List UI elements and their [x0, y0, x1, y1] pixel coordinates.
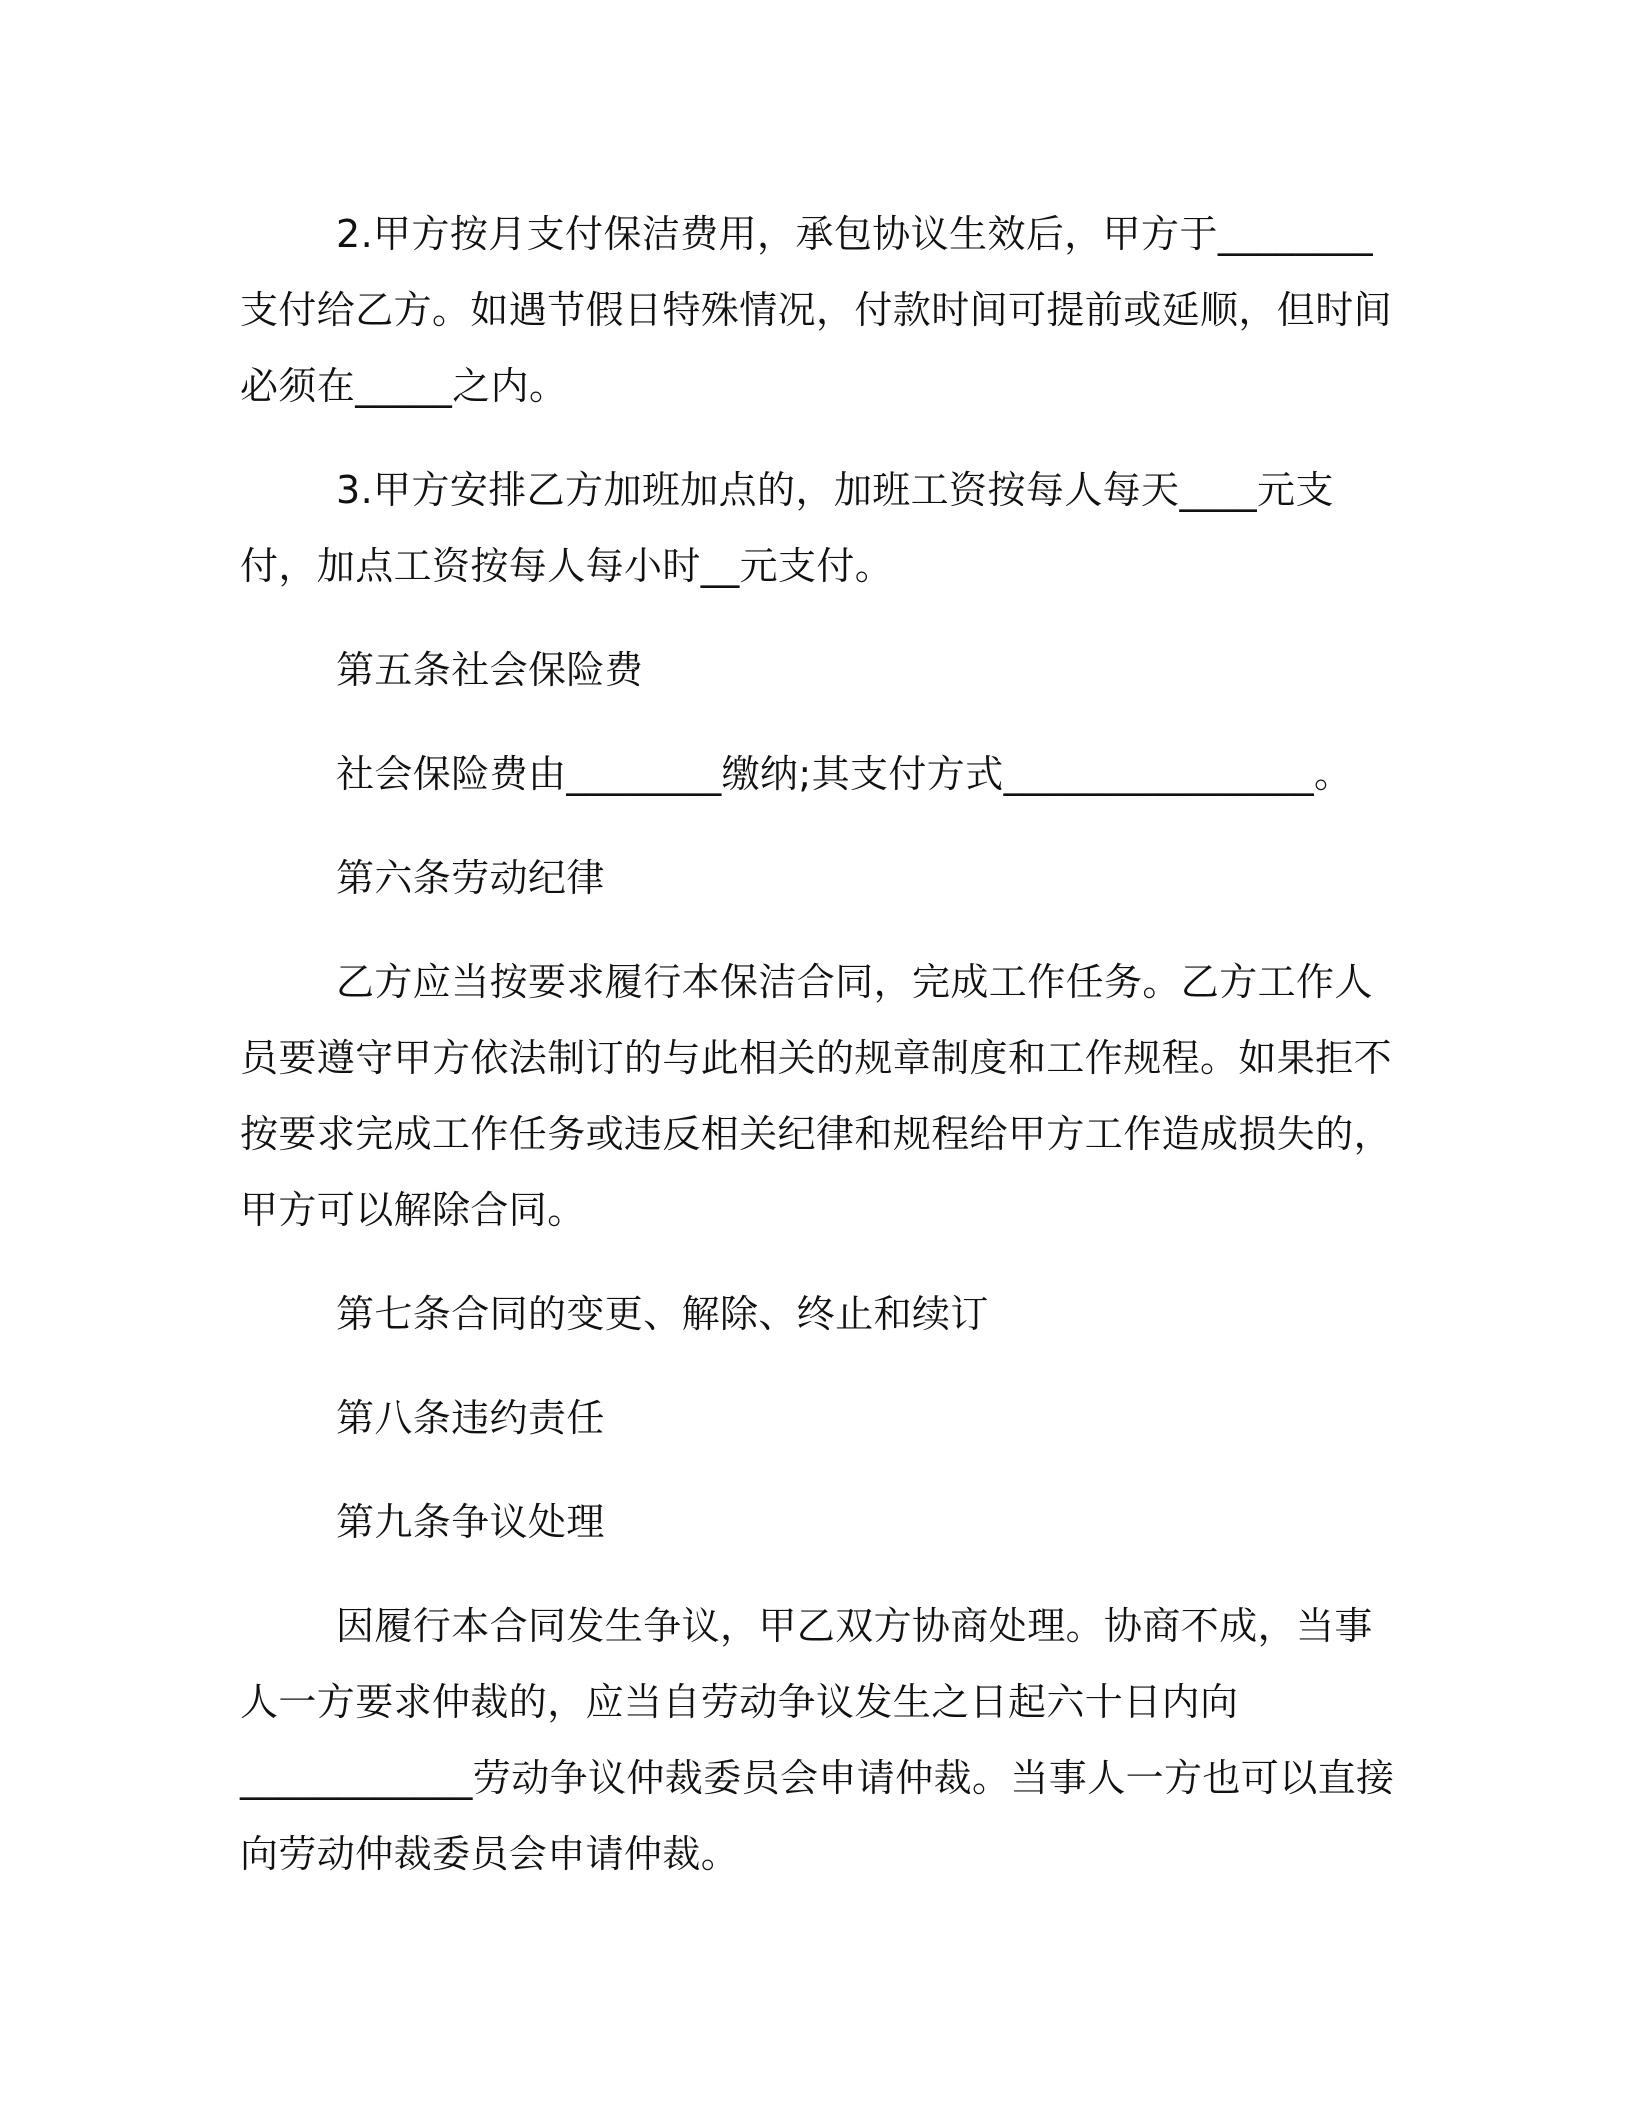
clause-dispute-resolution: 因履行本合同发生争议，甲乙双方协商处理。协商不成，当事人一方要求仲裁的，应当自劳动争议发生之日起六十日内向____________劳动争议仲裁委员会申请仲裁。当事人一方也可以直接向劳动仲裁委员会申请仲裁。	[240, 1604, 1395, 1876]
heading-article-8: 第八条违约责任	[336, 1396, 605, 1440]
document-body	[240, 196, 1400, 1892]
clause-overtime-pay: 3.甲方安排乙方加班加点的，加班工资按每人每天____元支付，加点工资按每人每小时__元支付。	[240, 468, 1334, 588]
heading-article-7: 第七条合同的变更、解除、终止和续订	[336, 1292, 989, 1336]
clause-social-insurance: 社会保险费由________缴纳;其支付方式________________。	[336, 752, 1353, 796]
heading-article-5: 第五条社会保险费	[336, 648, 644, 692]
clause-labor-discipline: 乙方应当按要求履行本保洁合同，完成工作任务。乙方工作人员要遵守甲方依法制订的与此相关的规章制度和工作规程。如果拒不按要求完成工作任务或违反相关纪律和规程给甲方工作造成损失的，甲方可以解除合同。	[240, 960, 1393, 1232]
clause-payment-schedule: 2.甲方按月支付保洁费用，承包协议生效后，甲方于________支付给乙方。如遇节假日特殊情况，付款时间可提前或延顺，但时间必须在_____之内。	[240, 212, 1393, 408]
heading-article-9: 第九条争议处理	[336, 1500, 605, 1544]
heading-article-6: 第六条劳动纪律	[336, 856, 605, 900]
